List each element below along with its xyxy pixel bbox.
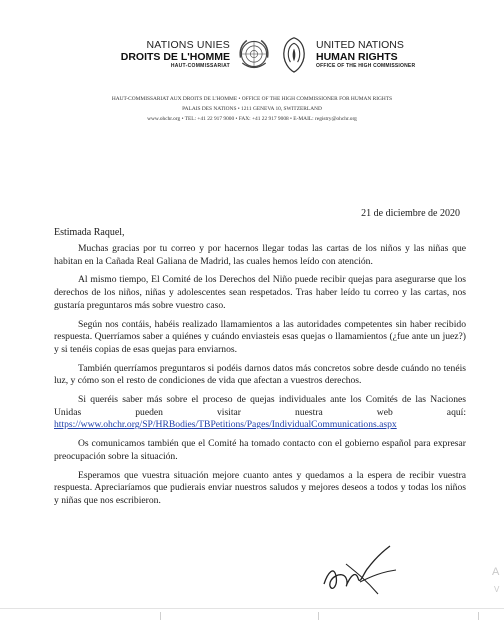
paragraph-1: Muchas gracias por tu correo y por hacernos llegar todas las cartas de los niños y las niñas que habitan en la Cañada Real Galiana de Madrid, las cuales hemos leído con atención. (54, 243, 466, 267)
footer-tick (160, 612, 161, 620)
handwritten-signature (316, 542, 402, 598)
letterhead-en-line2: HUMAN RIGHTS (316, 50, 398, 63)
paragraph-2: Al mismo tiempo, El Comité de los Derechos del Niño puede recibir quejas para asegurarse que los derechos de los niños, niñas y adolescentes sean respetados. Tras haber leído tu correo y las cartas, nos gustaría preguntaros más sobre vuestro caso. (54, 274, 466, 311)
paragraph-5 (54, 394, 466, 432)
paragraph-6: Os comunicamos también que el Comité ha tomado contacto con el gobierno español para expresar preocupación sobre la situación. (54, 438, 466, 462)
address-line-3: www.ohchr.org • TEL: +41 22 917 9000 • FAX: +41 22 917 9008 • E-MAIL: registry@ohchr.org (147, 116, 357, 122)
footer-tick (478, 612, 479, 620)
letterhead-fr-line3: HAUT-COMMISSARIAT (170, 63, 230, 69)
footer-divider (0, 608, 504, 609)
paragraph-7: Esperamos que vuestra situación mejore cuanto antes y quedamos a la espera de recibir vuestra respuesta. Apreciaríamos que pudierais enviar nuestros saludos y mejores deseos a todos y todas los niños y niñas que nos escribieron. (54, 469, 466, 506)
paragraph-4: También querríamos preguntaros si podéis darnos datos más concretos sobre desde cuándo no tenéis luz, y cómo son el resto de condiciones de vida que afectan a vuestros derechos. (54, 362, 466, 387)
letter-body (54, 243, 466, 514)
letterhead (0, 30, 504, 80)
letter-date: 21 de diciembre de 2020 (361, 208, 460, 219)
human-rights-logo-icon (276, 34, 312, 74)
salutation: Estimada Raquel, (54, 227, 125, 238)
watermark-line-2: V (494, 585, 500, 594)
footer-tick (318, 612, 319, 620)
letterhead-fr-line2: DROITS DE L'HOMME (120, 50, 230, 63)
letterhead-en-line3: OFFICE OF THE HIGH COMMISSIONER (316, 63, 416, 69)
letterhead-en-line1: UNITED NATIONS (316, 39, 404, 51)
address-line-2: PALAIS DES NATIONS • 1211 GENEVA 10, SWITZERLAND (182, 106, 322, 112)
ohchr-petitions-link[interactable]: https://www.ohchr.org/SP/HRBodies/TBPetitions/Pages/IndividualCommunications.aspx (54, 419, 397, 431)
letterhead-french (121, 40, 230, 69)
un-emblem-icon (236, 36, 272, 72)
paragraph-5-text: Si queréis saber más sobre el proceso de quejas individuales ante los Comités de las Naciones Unidas pueden visitar nuestra web aquí: (54, 394, 466, 418)
paragraph-3: Según nos contáis, habéis realizado llamamientos a las autoridades competentes sin haber recibido respuesta. Querríamos saber a quiénes y cuándo enviasteis esas quejas o llamamientos (¿fue ante un juez?) y si tenéis copias de esas quejas para enviarnos. (54, 318, 466, 355)
letterhead-fr-line1: NATIONS UNIES (146, 39, 230, 51)
letterhead-english (316, 40, 415, 69)
watermark-line-1: A (492, 566, 500, 578)
address-line-1: HAUT-COMMISSARIAT AUX DROITS DE L'HOMME • OFFICE OF THE HIGH COMMISSIONER FOR HUMAN RIGHTS (111, 96, 393, 102)
